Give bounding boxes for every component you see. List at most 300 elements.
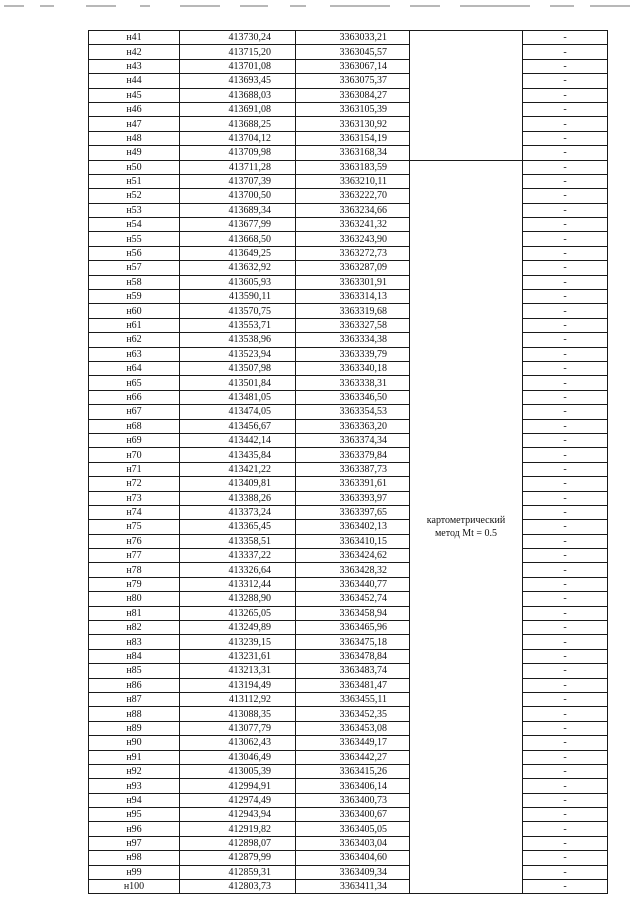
table-row [89, 246, 608, 260]
point-name-cell: н81 [89, 606, 180, 620]
y-coordinate-cell: 3363455,11 [296, 692, 410, 706]
table-row [89, 189, 608, 203]
point-name-cell: н42 [89, 45, 180, 59]
point-name-cell: н62 [89, 333, 180, 347]
table-row [89, 836, 608, 850]
point-name-cell: н41 [89, 31, 180, 45]
accuracy-cell: - [523, 419, 608, 433]
table-row [89, 707, 608, 721]
y-coordinate-cell: 3363338,31 [296, 376, 410, 390]
y-coordinate-cell: 3363397,65 [296, 505, 410, 519]
point-name-cell: н69 [89, 433, 180, 447]
point-name-cell: н71 [89, 462, 180, 476]
point-name-cell: н61 [89, 318, 180, 332]
x-coordinate-cell: 413538,96 [180, 333, 296, 347]
x-coordinate-cell: 412943,94 [180, 808, 296, 822]
y-coordinate-cell: 3363440,77 [296, 577, 410, 591]
y-coordinate-cell: 3363340,18 [296, 361, 410, 375]
x-coordinate-cell: 413326,64 [180, 563, 296, 577]
table-row [89, 520, 608, 534]
x-coordinate-cell: 413481,05 [180, 390, 296, 404]
point-name-cell: н74 [89, 505, 180, 519]
table-row [89, 333, 608, 347]
table-row [89, 592, 608, 606]
accuracy-cell: - [523, 433, 608, 447]
table-row [89, 577, 608, 591]
accuracy-cell: - [523, 477, 608, 491]
table-row [89, 361, 608, 375]
table-row [89, 764, 608, 778]
table-row [89, 390, 608, 404]
y-coordinate-cell: 3363404,60 [296, 851, 410, 865]
accuracy-cell: - [523, 750, 608, 764]
x-coordinate-cell: 413507,98 [180, 361, 296, 375]
accuracy-cell: - [523, 836, 608, 850]
x-coordinate-cell: 413553,71 [180, 318, 296, 332]
table-row [89, 261, 608, 275]
point-name-cell: н66 [89, 390, 180, 404]
y-coordinate-cell: 3363483,74 [296, 664, 410, 678]
table-row [89, 721, 608, 735]
y-coordinate-cell: 3363327,58 [296, 318, 410, 332]
accuracy-cell: - [523, 131, 608, 145]
table-row [89, 635, 608, 649]
table-row [89, 318, 608, 332]
x-coordinate-cell: 413288,90 [180, 592, 296, 606]
accuracy-cell: - [523, 808, 608, 822]
accuracy-cell: - [523, 376, 608, 390]
accuracy-cell: - [523, 880, 608, 894]
point-name-cell: н85 [89, 664, 180, 678]
table-row [89, 448, 608, 462]
table-row [89, 865, 608, 879]
y-coordinate-cell: 3363410,15 [296, 534, 410, 548]
point-name-cell: н53 [89, 203, 180, 217]
accuracy-cell: - [523, 549, 608, 563]
point-name-cell: н56 [89, 246, 180, 260]
point-name-cell: н70 [89, 448, 180, 462]
accuracy-cell: - [523, 822, 608, 836]
point-name-cell: н95 [89, 808, 180, 822]
accuracy-cell: - [523, 649, 608, 663]
coordinates-table [88, 30, 608, 894]
x-coordinate-cell: 413693,45 [180, 74, 296, 88]
point-name-cell: н73 [89, 491, 180, 505]
y-coordinate-cell: 3363400,73 [296, 793, 410, 807]
point-name-cell: н78 [89, 563, 180, 577]
x-coordinate-cell: 413474,05 [180, 405, 296, 419]
x-coordinate-cell: 412919,82 [180, 822, 296, 836]
table-row [89, 549, 608, 563]
x-coordinate-cell: 412859,31 [180, 865, 296, 879]
table-row [89, 174, 608, 188]
table-row [89, 203, 608, 217]
y-coordinate-cell: 3363403,04 [296, 836, 410, 850]
table-row [89, 736, 608, 750]
y-coordinate-cell: 3363409,34 [296, 865, 410, 879]
table-row [89, 117, 608, 131]
y-coordinate-cell: 3363424,62 [296, 549, 410, 563]
point-name-cell: н59 [89, 290, 180, 304]
point-name-cell: н75 [89, 520, 180, 534]
y-coordinate-cell: 3363334,38 [296, 333, 410, 347]
table-row [89, 45, 608, 59]
x-coordinate-cell: 412803,73 [180, 880, 296, 894]
accuracy-cell: - [523, 851, 608, 865]
table-row [89, 477, 608, 491]
x-coordinate-cell: 413700,50 [180, 189, 296, 203]
accuracy-cell: - [523, 117, 608, 131]
x-coordinate-cell: 413709,98 [180, 146, 296, 160]
point-name-cell: н92 [89, 764, 180, 778]
point-name-cell: н49 [89, 146, 180, 160]
point-name-cell: н96 [89, 822, 180, 836]
point-name-cell: н98 [89, 851, 180, 865]
table-row [89, 232, 608, 246]
y-coordinate-cell: 3363287,09 [296, 261, 410, 275]
x-coordinate-cell: 413523,94 [180, 347, 296, 361]
accuracy-cell: - [523, 736, 608, 750]
table-row [89, 750, 608, 764]
accuracy-cell: - [523, 606, 608, 620]
accuracy-cell: - [523, 635, 608, 649]
accuracy-cell: - [523, 520, 608, 534]
accuracy-cell: - [523, 318, 608, 332]
y-coordinate-cell: 3363428,32 [296, 563, 410, 577]
y-coordinate-cell: 3363393,97 [296, 491, 410, 505]
y-coordinate-cell: 3363475,18 [296, 635, 410, 649]
accuracy-cell: - [523, 333, 608, 347]
x-coordinate-cell: 413677,99 [180, 218, 296, 232]
x-coordinate-cell: 413388,26 [180, 491, 296, 505]
table-row [89, 664, 608, 678]
table-row [89, 160, 608, 174]
accuracy-cell: - [523, 59, 608, 73]
x-coordinate-cell: 413435,84 [180, 448, 296, 462]
x-coordinate-cell: 413730,24 [180, 31, 296, 45]
y-coordinate-cell: 3363478,84 [296, 649, 410, 663]
y-coordinate-cell: 3363105,39 [296, 102, 410, 116]
method-cell [410, 160, 523, 894]
y-coordinate-cell: 3363411,34 [296, 880, 410, 894]
x-coordinate-cell: 413704,12 [180, 131, 296, 145]
x-coordinate-cell: 413688,25 [180, 117, 296, 131]
table-row [89, 131, 608, 145]
point-name-cell: н52 [89, 189, 180, 203]
table-row [89, 808, 608, 822]
x-coordinate-cell: 413046,49 [180, 750, 296, 764]
x-coordinate-cell: 413337,22 [180, 549, 296, 563]
y-coordinate-cell: 3363363,20 [296, 419, 410, 433]
y-coordinate-cell: 3363045,57 [296, 45, 410, 59]
accuracy-cell: - [523, 160, 608, 174]
y-coordinate-cell: 3363346,50 [296, 390, 410, 404]
y-coordinate-cell: 3363183,59 [296, 160, 410, 174]
point-name-cell: н86 [89, 678, 180, 692]
table-row [89, 491, 608, 505]
point-name-cell: н50 [89, 160, 180, 174]
accuracy-cell: - [523, 218, 608, 232]
y-coordinate-cell: 3363339,79 [296, 347, 410, 361]
accuracy-cell: - [523, 793, 608, 807]
accuracy-cell: - [523, 577, 608, 591]
y-coordinate-cell: 3363453,08 [296, 721, 410, 735]
x-coordinate-cell: 412974,49 [180, 793, 296, 807]
x-coordinate-cell: 413373,24 [180, 505, 296, 519]
table-row [89, 218, 608, 232]
y-coordinate-cell: 3363234,66 [296, 203, 410, 217]
table-row [89, 347, 608, 361]
point-name-cell: н44 [89, 74, 180, 88]
point-name-cell: н54 [89, 218, 180, 232]
accuracy-cell: - [523, 189, 608, 203]
y-coordinate-cell: 3363374,34 [296, 433, 410, 447]
accuracy-cell: - [523, 261, 608, 275]
accuracy-cell: - [523, 347, 608, 361]
x-coordinate-cell: 413689,34 [180, 203, 296, 217]
point-name-cell: н43 [89, 59, 180, 73]
scan-artifact-line [0, 0, 640, 14]
y-coordinate-cell: 3363272,73 [296, 246, 410, 260]
point-name-cell: н67 [89, 405, 180, 419]
y-coordinate-cell: 3363400,67 [296, 808, 410, 822]
x-coordinate-cell: 413701,08 [180, 59, 296, 73]
y-coordinate-cell: 3363067,14 [296, 59, 410, 73]
table-row [89, 74, 608, 88]
point-name-cell: н60 [89, 304, 180, 318]
x-coordinate-cell: 413442,14 [180, 433, 296, 447]
y-coordinate-cell: 3363243,90 [296, 232, 410, 246]
x-coordinate-cell: 413088,35 [180, 707, 296, 721]
point-name-cell: н51 [89, 174, 180, 188]
point-name-cell: н94 [89, 793, 180, 807]
table-row [89, 304, 608, 318]
accuracy-cell: - [523, 45, 608, 59]
x-coordinate-cell: 413213,31 [180, 664, 296, 678]
point-name-cell: н89 [89, 721, 180, 735]
table-row [89, 31, 608, 45]
x-coordinate-cell: 413590,11 [180, 290, 296, 304]
point-name-cell: н55 [89, 232, 180, 246]
y-coordinate-cell: 3363387,73 [296, 462, 410, 476]
point-name-cell: н63 [89, 347, 180, 361]
point-name-cell: н79 [89, 577, 180, 591]
point-name-cell: н88 [89, 707, 180, 721]
x-coordinate-cell: 413668,50 [180, 232, 296, 246]
accuracy-cell: - [523, 361, 608, 375]
y-coordinate-cell: 3363210,11 [296, 174, 410, 188]
y-coordinate-cell: 3363319,68 [296, 304, 410, 318]
accuracy-cell: - [523, 390, 608, 404]
accuracy-cell: - [523, 491, 608, 505]
point-name-cell: н90 [89, 736, 180, 750]
accuracy-cell: - [523, 304, 608, 318]
coordinates-table-body [89, 31, 608, 894]
x-coordinate-cell: 413358,51 [180, 534, 296, 548]
point-name-cell: н76 [89, 534, 180, 548]
table-row [89, 563, 608, 577]
accuracy-cell: - [523, 31, 608, 45]
method-line-1: картометрический [426, 514, 506, 526]
x-coordinate-cell: 413715,20 [180, 45, 296, 59]
x-coordinate-cell: 412898,07 [180, 836, 296, 850]
table-row [89, 419, 608, 433]
accuracy-cell: - [523, 232, 608, 246]
accuracy-cell: - [523, 779, 608, 793]
accuracy-cell: - [523, 692, 608, 706]
table-row [89, 822, 608, 836]
y-coordinate-cell: 3363465,96 [296, 621, 410, 635]
x-coordinate-cell: 413112,92 [180, 692, 296, 706]
x-coordinate-cell: 413005,39 [180, 764, 296, 778]
y-coordinate-cell: 3363084,27 [296, 88, 410, 102]
accuracy-cell: - [523, 290, 608, 304]
accuracy-cell: - [523, 865, 608, 879]
table-row [89, 146, 608, 160]
y-coordinate-cell: 3363452,35 [296, 707, 410, 721]
point-name-cell: н46 [89, 102, 180, 116]
table-row [89, 692, 608, 706]
x-coordinate-cell: 413365,45 [180, 520, 296, 534]
y-coordinate-cell: 3363379,84 [296, 448, 410, 462]
y-coordinate-cell: 3363481,47 [296, 678, 410, 692]
x-coordinate-cell: 413691,08 [180, 102, 296, 116]
x-coordinate-cell: 413605,93 [180, 275, 296, 289]
accuracy-cell: - [523, 448, 608, 462]
table-row [89, 793, 608, 807]
point-name-cell: н45 [89, 88, 180, 102]
point-name-cell: н77 [89, 549, 180, 563]
accuracy-cell: - [523, 74, 608, 88]
accuracy-cell: - [523, 505, 608, 519]
point-name-cell: н87 [89, 692, 180, 706]
y-coordinate-cell: 3363458,94 [296, 606, 410, 620]
x-coordinate-cell: 413409,81 [180, 477, 296, 491]
accuracy-cell: - [523, 88, 608, 102]
accuracy-cell: - [523, 621, 608, 635]
y-coordinate-cell: 3363449,17 [296, 736, 410, 750]
table-row [89, 405, 608, 419]
point-name-cell: н91 [89, 750, 180, 764]
y-coordinate-cell: 3363406,14 [296, 779, 410, 793]
table-row [89, 621, 608, 635]
y-coordinate-cell: 3363354,53 [296, 405, 410, 419]
table-row [89, 275, 608, 289]
accuracy-cell: - [523, 764, 608, 778]
table-row [89, 678, 608, 692]
y-coordinate-cell: 3363130,92 [296, 117, 410, 131]
x-coordinate-cell: 413265,05 [180, 606, 296, 620]
table-row [89, 290, 608, 304]
point-name-cell: н48 [89, 131, 180, 145]
x-coordinate-cell: 413688,03 [180, 88, 296, 102]
y-coordinate-cell: 3363222,70 [296, 189, 410, 203]
x-coordinate-cell: 413456,67 [180, 419, 296, 433]
y-coordinate-cell: 3363442,27 [296, 750, 410, 764]
y-coordinate-cell: 3363314,13 [296, 290, 410, 304]
accuracy-cell: - [523, 275, 608, 289]
point-name-cell: н58 [89, 275, 180, 289]
table-row [89, 433, 608, 447]
x-coordinate-cell: 412879,99 [180, 851, 296, 865]
y-coordinate-cell: 3363241,32 [296, 218, 410, 232]
x-coordinate-cell: 413231,61 [180, 649, 296, 663]
x-coordinate-cell: 413062,43 [180, 736, 296, 750]
point-name-cell: н80 [89, 592, 180, 606]
point-name-cell: н72 [89, 477, 180, 491]
x-coordinate-cell: 413570,75 [180, 304, 296, 318]
point-name-cell: н99 [89, 865, 180, 879]
x-coordinate-cell: 413632,92 [180, 261, 296, 275]
accuracy-cell: - [523, 174, 608, 188]
x-coordinate-cell: 413312,44 [180, 577, 296, 591]
table-row [89, 102, 608, 116]
table-row [89, 59, 608, 73]
accuracy-cell: - [523, 405, 608, 419]
y-coordinate-cell: 3363168,34 [296, 146, 410, 160]
table-row [89, 534, 608, 548]
table-row [89, 505, 608, 519]
y-coordinate-cell: 3363075,37 [296, 74, 410, 88]
point-name-cell: н93 [89, 779, 180, 793]
accuracy-cell: - [523, 203, 608, 217]
accuracy-cell: - [523, 707, 608, 721]
x-coordinate-cell: 413077,79 [180, 721, 296, 735]
point-name-cell: н83 [89, 635, 180, 649]
y-coordinate-cell: 3363415,26 [296, 764, 410, 778]
y-coordinate-cell: 3363402,13 [296, 520, 410, 534]
y-coordinate-cell: 3363154,19 [296, 131, 410, 145]
table-row [89, 88, 608, 102]
point-name-cell: н100 [89, 880, 180, 894]
point-name-cell: н64 [89, 361, 180, 375]
accuracy-cell: - [523, 102, 608, 116]
table-row [89, 376, 608, 390]
method-cell-upper [410, 31, 523, 161]
point-name-cell: н65 [89, 376, 180, 390]
point-name-cell: н47 [89, 117, 180, 131]
accuracy-cell: - [523, 721, 608, 735]
accuracy-cell: - [523, 678, 608, 692]
x-coordinate-cell: 413649,25 [180, 246, 296, 260]
x-coordinate-cell: 413707,39 [180, 174, 296, 188]
accuracy-cell: - [523, 592, 608, 606]
accuracy-cell: - [523, 146, 608, 160]
y-coordinate-cell: 3363391,61 [296, 477, 410, 491]
y-coordinate-cell: 3363452,74 [296, 592, 410, 606]
method-line-2: метод Mt = 0.5 [434, 527, 498, 539]
accuracy-cell: - [523, 246, 608, 260]
x-coordinate-cell: 413239,15 [180, 635, 296, 649]
accuracy-cell: - [523, 664, 608, 678]
y-coordinate-cell: 3363301,91 [296, 275, 410, 289]
point-name-cell: н84 [89, 649, 180, 663]
x-coordinate-cell: 413194,49 [180, 678, 296, 692]
accuracy-cell: - [523, 462, 608, 476]
x-coordinate-cell: 413501,84 [180, 376, 296, 390]
table-row [89, 606, 608, 620]
accuracy-cell: - [523, 534, 608, 548]
table-row [89, 649, 608, 663]
table-row [89, 779, 608, 793]
table-row [89, 851, 608, 865]
x-coordinate-cell: 413249,89 [180, 621, 296, 635]
x-coordinate-cell: 413711,28 [180, 160, 296, 174]
y-coordinate-cell: 3363405,05 [296, 822, 410, 836]
accuracy-cell: - [523, 563, 608, 577]
x-coordinate-cell: 413421,22 [180, 462, 296, 476]
table-row [89, 462, 608, 476]
